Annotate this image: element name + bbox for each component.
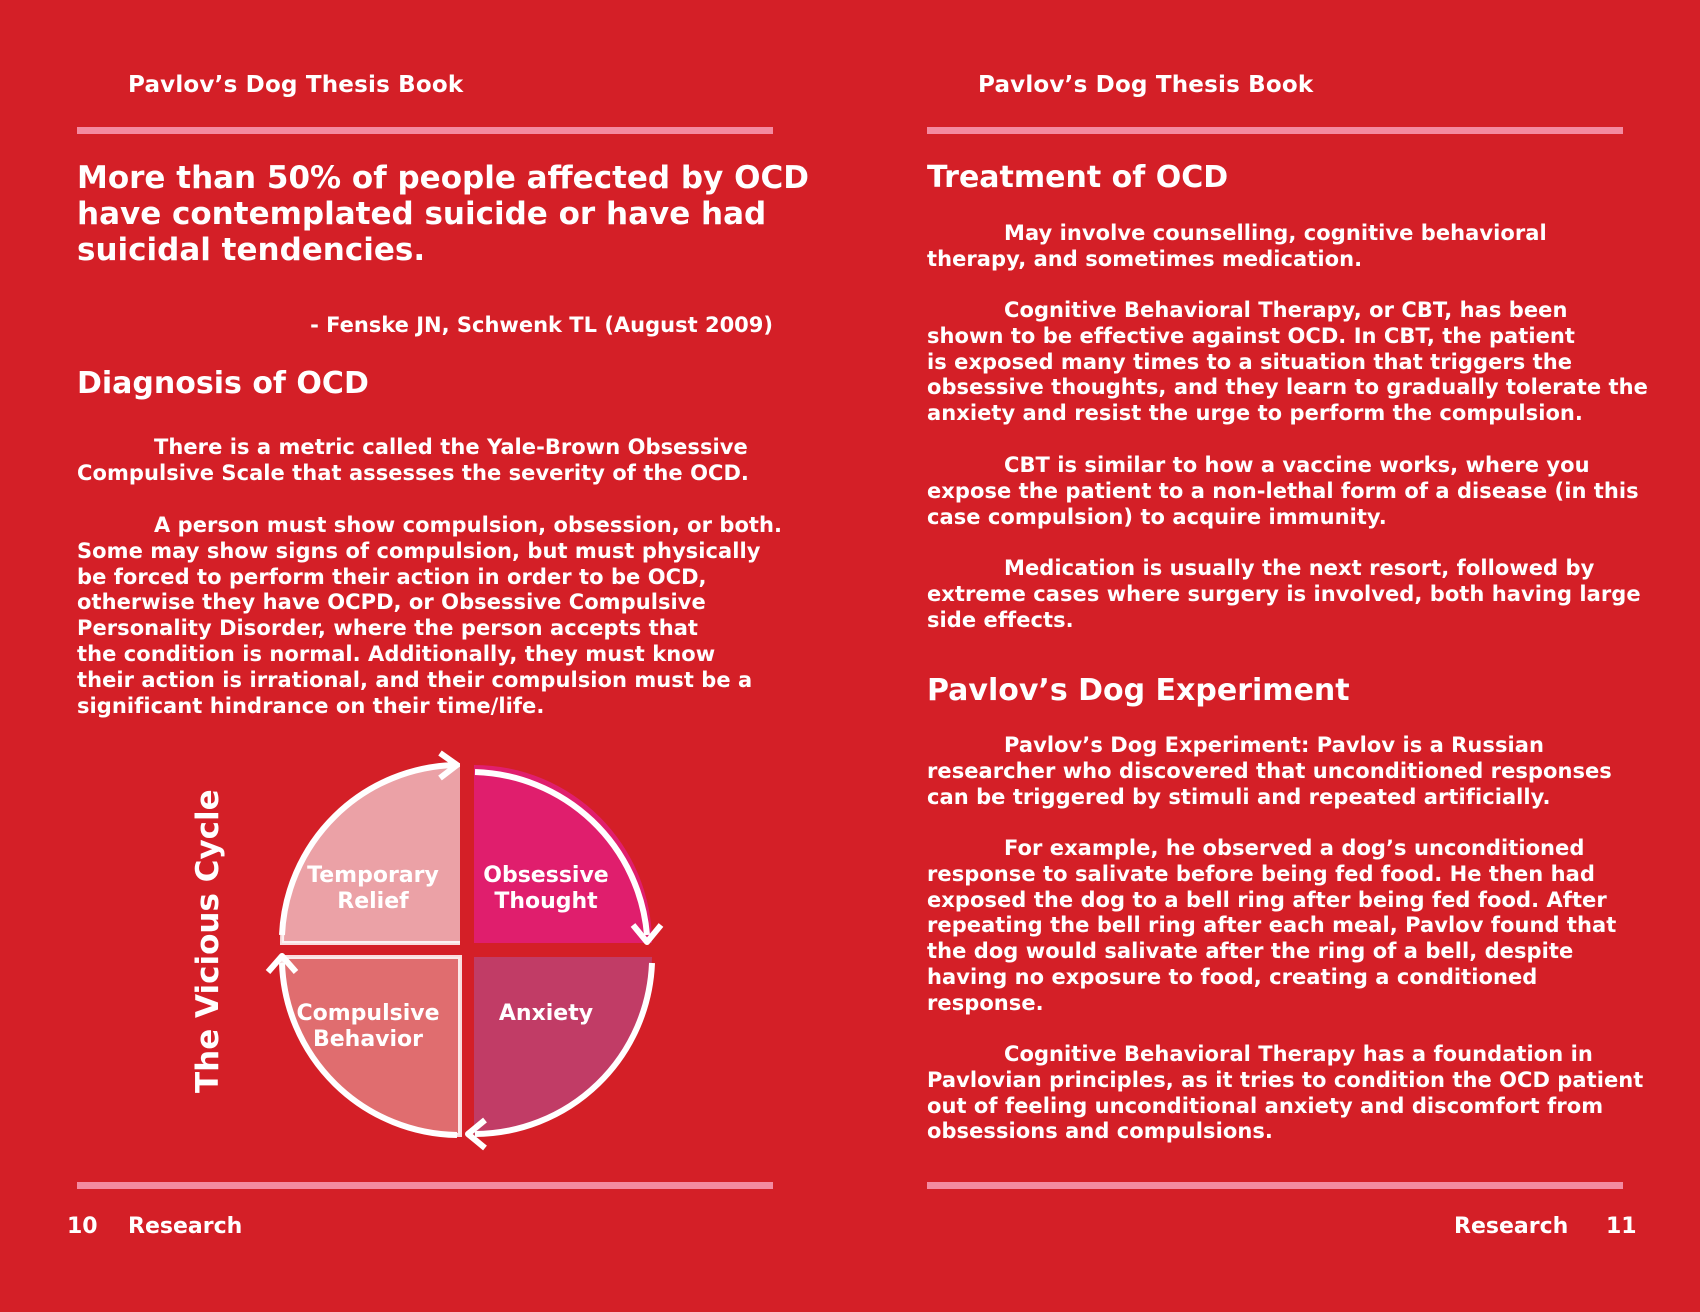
bottom-rule	[77, 1182, 773, 1189]
text-line: anxiety and resist the urge to perform the compulsion.	[927, 401, 1583, 426]
quote-citation: - Fenske JN, Schwenk TL (August 2009)	[310, 313, 773, 337]
text-line: out of feeling unconditional anxiety and discomfort from	[927, 1093, 1604, 1118]
text-line: is exposed many times to a situation that triggers the	[927, 349, 1573, 374]
text-line: having no exposure to food, creating a conditioned	[927, 964, 1538, 989]
text-line: side effects.	[927, 607, 1074, 632]
running-head: Pavlov’s Dog Thesis Book	[128, 72, 464, 98]
section-label: Research	[1454, 1214, 1569, 1239]
cycle-graphic	[185, 745, 685, 1155]
text-line: For example, he observed a dog’s unconditioned	[1004, 836, 1585, 860]
text-line: their action is irrational, and their compulsion must be a	[77, 667, 753, 692]
running-head: Pavlov’s Dog Thesis Book	[978, 72, 1314, 98]
text-line: otherwise they have OCPD, or Obsessive Compulsive	[77, 590, 706, 615]
pavlov-heading: Pavlov’s Dog Experiment	[927, 673, 1350, 708]
text-line: More than 50% of people affected by OCD	[77, 160, 809, 196]
text-line: There is a metric called the Yale-Brown Obsessive	[154, 435, 748, 459]
text-line: Some may show signs of compulsion, but must physically	[77, 538, 761, 563]
text-line: May involve counselling, cognitive behavioral	[1004, 221, 1547, 245]
text-line: shown to be effective against OCD. In CBT, the patient	[927, 323, 1575, 348]
treatment-paragraph-3	[927, 453, 1647, 530]
text-line: suicidal tendencies.	[77, 232, 426, 268]
text-line: be forced to perform their action in order to be OCD,	[77, 564, 707, 589]
diagnosis-paragraph-1	[77, 435, 787, 487]
diagram-title: The Vicious Cycle	[190, 789, 226, 1093]
treatment-heading: Treatment of OCD	[927, 160, 1229, 195]
right-page	[850, 0, 1700, 1312]
text-line: obsessive thoughts, and they learn to gradually tolerate the	[927, 375, 1648, 400]
text-line: Medication is usually the next resort, followed by	[1004, 556, 1595, 580]
text-line: Pavlovian principles, as it tries to condition the OCD patient	[927, 1067, 1644, 1092]
bottom-rule	[927, 1182, 1623, 1189]
text-line: significant hindrance on their time/life.	[77, 693, 545, 718]
top-rule	[927, 127, 1623, 134]
diagnosis-heading: Diagnosis of OCD	[77, 366, 369, 401]
text-line: Cognitive Behavioral Therapy, or CBT, has been	[1004, 298, 1568, 322]
text-line: expose the patient to a non-lethal form of a disease (in this	[927, 478, 1639, 503]
label-temporary-relief: Temporary Relief	[307, 863, 439, 914]
text-line: exposed the dog to a bell ring after being fed food. After	[927, 887, 1607, 912]
label-obsessive-thought: Obsessive Thought	[483, 863, 609, 914]
text-line: CBT is similar to how a vaccine works, where you	[1004, 453, 1590, 477]
text-line: researcher who discovered that unconditioned responses	[927, 758, 1612, 783]
treatment-paragraph-1	[927, 221, 1647, 273]
text-line: repeating the bell ring after each meal, Pavlov found that	[927, 913, 1617, 938]
text-line: extreme cases where surgery is involved, both having large	[927, 581, 1641, 606]
text-line: Cognitive Behavioral Therapy has a foundation in	[1004, 1042, 1593, 1066]
text-line: the dog would salivate after the ring of a bell, despite	[927, 939, 1574, 964]
diagnosis-paragraph-2	[77, 513, 787, 719]
text-line: response to salivate before being fed food. He then had	[927, 861, 1595, 886]
label-compulsive-behavior: Compulsive Behavior	[296, 1001, 440, 1052]
pavlov-paragraph-1	[927, 733, 1647, 810]
page-number: 11	[1606, 1214, 1637, 1239]
vicious-cycle-diagram	[185, 745, 685, 1155]
pavlov-paragraph-3	[927, 1042, 1647, 1145]
quadrant-obsessive-thought	[474, 765, 652, 943]
pavlov-paragraph-2	[927, 836, 1647, 1017]
text-line: therapy, and sometimes medication.	[927, 246, 1363, 271]
text-line: Compulsive Scale that assesses the severity of the OCD.	[77, 460, 749, 485]
treatment-paragraph-4	[927, 556, 1647, 633]
treatment-paragraph-2	[927, 298, 1647, 427]
text-line: response.	[927, 990, 1044, 1015]
text-line: Pavlov’s Dog Experiment: Pavlov is a Russian	[1004, 733, 1544, 757]
page-number: 10	[67, 1214, 98, 1239]
text-line: Personality Disorder, where the person accepts that	[77, 616, 699, 641]
text-line: can be triggered by stimuli and repeated artificially.	[927, 784, 1551, 809]
top-rule	[77, 127, 773, 134]
text-line: case compulsion) to acquire immunity.	[927, 504, 1387, 529]
text-line: have contemplated suicide or have had	[77, 196, 767, 232]
pull-quote	[77, 160, 809, 268]
text-line: the condition is normal. Additionally, they must know	[77, 641, 716, 666]
text-line: obsessions and compulsions.	[927, 1119, 1273, 1144]
text-line: A person must show compulsion, obsession, or both.	[154, 513, 783, 537]
section-label: Research	[128, 1214, 243, 1239]
label-anxiety: Anxiety	[498, 1001, 594, 1026]
